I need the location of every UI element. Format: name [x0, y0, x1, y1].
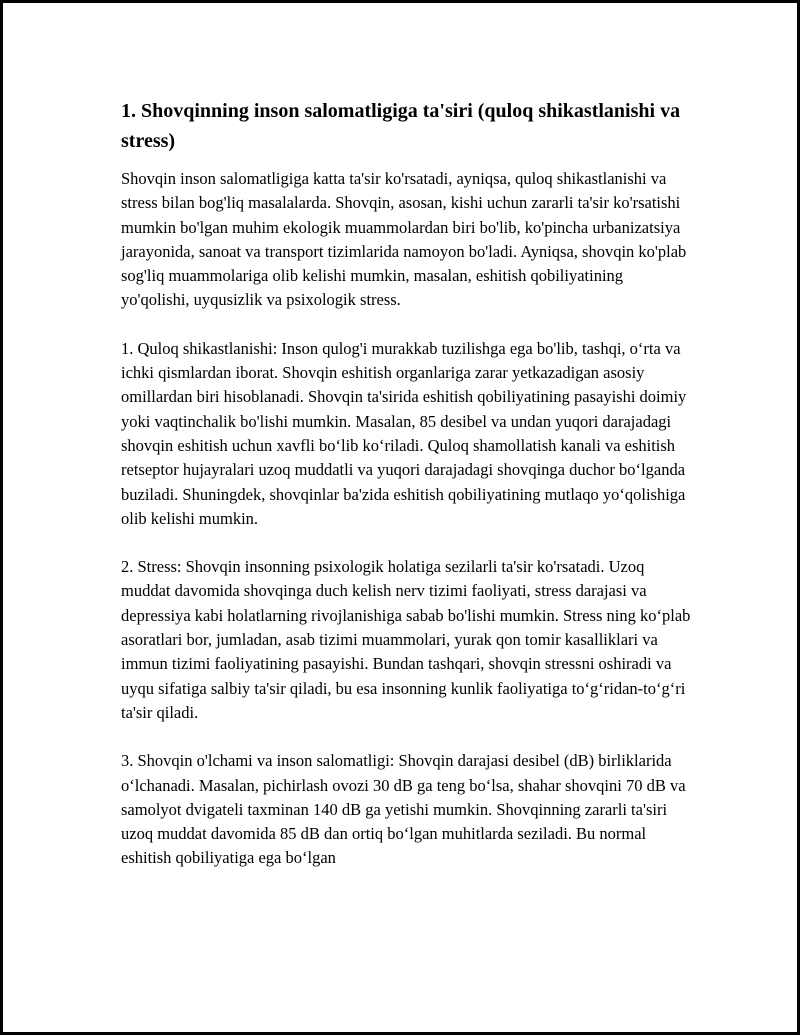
intro-paragraph: Shovqin inson salomatligiga katta ta'sir ko'rsatadi, ayniqsa, quloq shikastlanishi va stress bilan bog'liq masalalarda. Shovqin, asosan, kishi uchun zararli ta'sir ko'rsatishi mumkin bo'lgan muhim ekologik muammolardan biri bo'lib, ko'pincha urbanizatsiya jarayonida, sanoat va transport tizimlarida namoyon bo'ladi. Ayniqsa, shovqin ko'plab sog'liq muammolariga olib kelishi mumkin, masalan, eshitish qobiliyatining yo'qolishi, uyqusizlik va psixologik stress. — [121, 169, 687, 310]
noise-level-paragraph: 3. Shovqin o'lchami va inson salomatligi: Shovqin darajasi desibel (dB) birliklarida o‘lchanadi. Masalan, pichirlash ovozi 30 dB ga teng bo‘lsa, shahar shovqini 70 dB va samolyot dvigateli taxminan 140 dB ga yetishi mumkin. Shovqinning zararli ta'siri uzoq muddat davomida 85 dB dan ortiq bo‘lgan muhitlarda seziladi. Bu normal eshitish qobiliyatiga ega bo‘lgan — [121, 751, 686, 868]
stress-paragraph: 2. Stress: Shovqin insonning psixologik holatiga sezilarli ta'sir ko'rsatadi. Uzoq muddat davomida shovqinga duch kelish nerv tizimi faoliyati, stress darajasi va depressiya kabi holatlarning rivojlanishiga sabab bo'lishi mumkin. Stress ning ko‘plab asoratlari bor, jumladan, asab tizimi muammolari, yurak qon tomir kasalliklari va immun tizimi faoliyatining pasayishi. Bundan tashqari, shovqin stressni oshiradi va uyqu sifatiga salbiy ta'sir qiladi, bu esa insonning kunlik faoliyatiga to‘g‘ridan-to‘g‘ri ta'sir qiladi. — [121, 557, 691, 722]
document-body — [121, 96, 693, 895]
ear-damage-paragraph: 1. Quloq shikastlanishi: Inson qulog'i murakkab tuzilishga ega bo'lib, tashqi, o‘rta va ichki qismlardan iborat. Shovqin eshitish organlariga zarar yetkazadigan asosiy omillardan biri hisoblanadi. Shovqin ta'sirida eshitish qobiliyatining pasayishi doimiy yoki vaqtinchalik bo'lishi mumkin. Masalan, 85 desibel va undan yuqori darajadagi shovqin eshitish uchun xavfli bo‘lib ko‘riladi. Quloq shamollatish kanali va eshitish retseptor hujayralari uzoq muddatli va yuqori darajadagi shovqinga duchor bo‘lganda buziladi. Shuningdek, shovqinlar ba'zida eshitish qobiliyatining mutlaqo yo‘qolishiga olib kelishi mumkin. — [121, 338, 687, 528]
section-heading: 1. Shovqinning inson salomatligiga ta'siri (quloq shikastlanishi va stress) — [121, 100, 681, 152]
